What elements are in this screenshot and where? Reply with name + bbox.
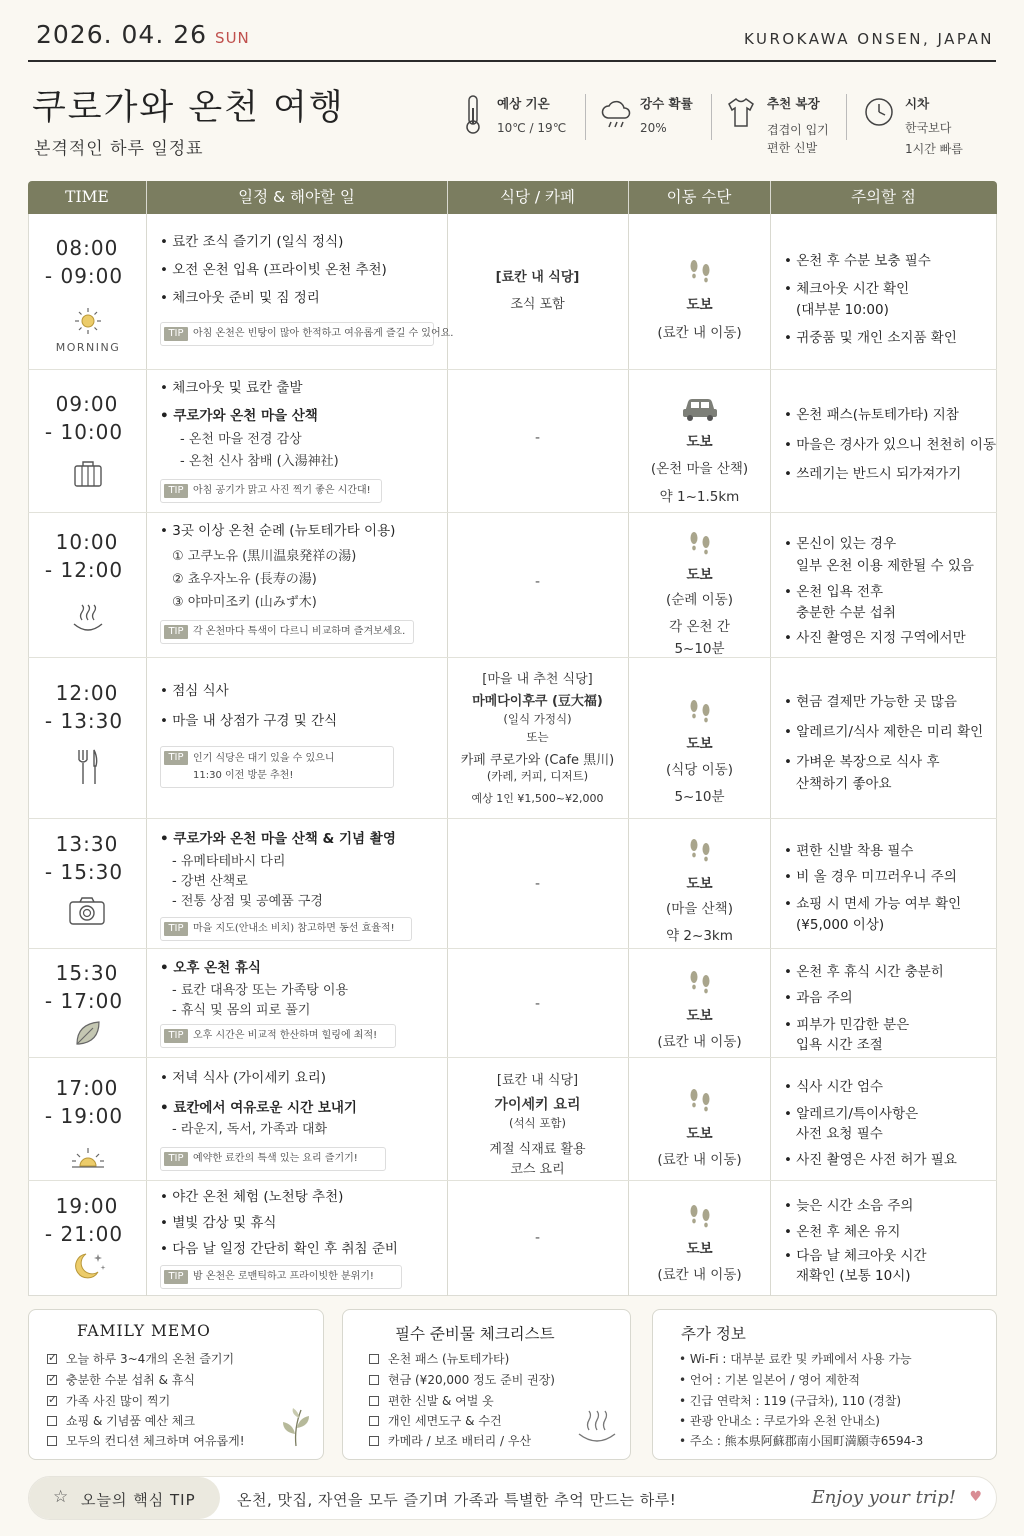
extra-info-item: • 언어 : 기본 일본어 / 영어 제한적 bbox=[679, 1373, 860, 1387]
tip-tag: TIP bbox=[164, 327, 188, 341]
car-icon bbox=[680, 394, 720, 422]
transport-info: 도보 (마을 산책) 약 2~3km bbox=[629, 836, 770, 944]
page-title: 쿠로가와 온천 여행 bbox=[32, 88, 345, 128]
schedule-table-header bbox=[28, 181, 997, 214]
hot-spring-icon bbox=[575, 1410, 619, 1446]
time-range: 17:00 - 19:00 bbox=[44, 1076, 124, 1128]
checklist-item[interactable]: 온천 패스 (뉴토테가타) bbox=[369, 1350, 509, 1367]
tip-tag: TIP bbox=[164, 625, 188, 639]
transport-info: 도보 (순례 이동) 각 온천 간 5~10분 bbox=[629, 529, 770, 657]
row-divider bbox=[28, 369, 997, 370]
column-header-time: TIME bbox=[65, 188, 109, 206]
star-icon: ☆ bbox=[53, 1487, 69, 1507]
restaurant-info: [료칸 내 식당] 조식 포함 bbox=[495, 270, 580, 312]
tip-box: TIP 아침 온천은 빈탕이 많아 한적하고 여유롭게 즐길 수 있어요. bbox=[160, 322, 434, 346]
info-temperature-label: 예상 기온 bbox=[497, 96, 550, 111]
info-rain bbox=[600, 94, 710, 158]
info-timezone-value: 1시간 빠름 bbox=[905, 142, 963, 156]
footprints-icon bbox=[680, 697, 720, 725]
page-subtitle: 본격적인 하루 일정표 bbox=[34, 139, 204, 159]
checkbox-checked[interactable] bbox=[47, 1375, 57, 1385]
transport-info: 도보 (온천 마을 산책) 약 1~1.5km bbox=[629, 394, 770, 505]
time-range: 19:00 - 21:00 bbox=[44, 1194, 124, 1246]
schedule-item: • 별빛 감상 및 휴식 bbox=[160, 1215, 277, 1231]
info-clothes-label: 추천 복장 bbox=[767, 96, 820, 111]
key-tip-label: 오늘의 핵심 TIP bbox=[81, 1491, 196, 1509]
tip-tag: TIP bbox=[164, 1029, 188, 1043]
transport-info: 도보 (료칸 내 이동) bbox=[629, 968, 770, 1050]
restaurant-empty: - bbox=[534, 996, 541, 1012]
schedule-subitem: ③ 야마미조키 (山みず木) bbox=[172, 595, 317, 610]
checkbox[interactable] bbox=[369, 1396, 379, 1406]
tip-box: TIP 마을 지도(안내소 비치) 참고하면 동선 효율적! bbox=[160, 917, 412, 941]
info-temperature-value: 10℃ / 19℃ bbox=[497, 121, 567, 135]
info-clothes bbox=[726, 94, 841, 158]
tip-box: TIP 밤 온천은 로맨틱하고 프라이빗한 분위기! bbox=[160, 1265, 402, 1289]
checkbox[interactable] bbox=[369, 1416, 379, 1426]
luggage-icon bbox=[73, 460, 103, 488]
checkbox-checked[interactable] bbox=[47, 1396, 57, 1406]
sun-icon bbox=[72, 306, 104, 336]
schedule-subitem: - 전통 상점 및 공예품 구경 bbox=[172, 894, 323, 909]
time-range: 13:30 - 15:30 bbox=[44, 832, 124, 884]
tip-tag: TIP bbox=[164, 484, 188, 498]
schedule-item: • 쿠로가와 온천 마을 산책 & 기념 촬영 bbox=[160, 831, 396, 847]
schedule-subitem: ① 고쿠노유 (黒川温泉発祥の湯) bbox=[172, 549, 357, 564]
schedule-item: • 오전 온천 입욕 (프라이빗 온천 추천) bbox=[160, 262, 387, 278]
tip-box: TIP 오후 시간은 비교적 한산하며 힐링에 최적! bbox=[160, 1024, 396, 1048]
key-tip-badge bbox=[29, 1477, 220, 1519]
morning-label: MORNING bbox=[55, 341, 121, 354]
memo-item[interactable]: ✓가족 사진 많이 찍기 bbox=[47, 1392, 170, 1409]
extra-info-title: 추가 정보 bbox=[681, 1325, 746, 1343]
schedule-subitem: - 온천 신사 참배 (入湯神社) bbox=[180, 454, 339, 469]
key-tip-bar bbox=[28, 1476, 997, 1520]
schedule-subitem: - 강변 산책로 bbox=[172, 874, 248, 889]
schedule-subitem: - 유메타테바시 다리 bbox=[172, 854, 286, 869]
checklist-item[interactable]: 현금 (¥20,000 정도 준비 권장) bbox=[369, 1371, 555, 1388]
tip-tag: TIP bbox=[164, 1152, 188, 1166]
info-timezone-value: 한국보다 bbox=[905, 121, 952, 135]
info-divider bbox=[585, 94, 586, 140]
info-clothes-value: 겹겹이 입기 bbox=[767, 123, 829, 137]
fork-knife-icon bbox=[76, 748, 100, 786]
tip-tag: TIP bbox=[164, 922, 188, 936]
row-divider bbox=[28, 512, 997, 513]
checklist-item[interactable]: 편한 신발 & 여벌 옷 bbox=[369, 1392, 494, 1409]
tip-box: TIP 아침 공기가 맑고 사진 찍기 좋은 시간대! bbox=[160, 479, 382, 503]
schedule-subitem: - 온천 마을 전경 감상 bbox=[180, 432, 302, 447]
schedule-item: • 오후 온천 휴식 bbox=[160, 960, 261, 976]
schedule-item: • 3곳 이상 온천 순례 (뉴토테가타 이용) bbox=[160, 523, 396, 539]
sunset-icon bbox=[68, 1146, 108, 1172]
schedule-subitem: - 휴식 및 몸의 피로 풀기 bbox=[172, 1003, 311, 1018]
row-divider bbox=[28, 1180, 997, 1181]
column-header-restaurant: 식당 / 카페 bbox=[500, 188, 575, 206]
schedule-item: • 료칸 조식 즐기기 (일식 정식) bbox=[160, 234, 344, 250]
row-divider bbox=[28, 818, 997, 819]
info-rain-value: 20% bbox=[640, 121, 667, 135]
tip-box: TIP 예약한 료칸의 특색 있는 요리 즐기기! bbox=[160, 1147, 386, 1171]
schedule-subitem: - 라운지, 독서, 가족과 대화 bbox=[172, 1122, 328, 1137]
day-of-week: SUN bbox=[215, 29, 250, 47]
schedule-item: • 료칸에서 여유로운 시간 보내기 bbox=[160, 1100, 357, 1116]
extra-info bbox=[652, 1309, 997, 1460]
camera-icon bbox=[68, 896, 106, 926]
checkbox[interactable] bbox=[47, 1436, 57, 1446]
memo-item[interactable]: ✓오늘 하루 3~4개의 온천 즐기기 bbox=[47, 1350, 234, 1367]
column-header-notes: 주의할 점 bbox=[851, 188, 916, 206]
checkbox[interactable] bbox=[369, 1375, 379, 1385]
info-divider bbox=[711, 94, 712, 140]
info-divider bbox=[846, 94, 847, 140]
schedule-subitem: - 료칸 대욕장 또는 가족탕 이용 bbox=[172, 983, 349, 998]
tip-tag: TIP bbox=[164, 751, 188, 765]
leaf-icon bbox=[73, 1018, 103, 1048]
footprints-icon bbox=[680, 968, 720, 996]
schedule-item: • 체크아웃 및 료칸 출발 bbox=[160, 380, 303, 396]
column-header-schedule: 일정 & 해야할 일 bbox=[238, 188, 355, 206]
memo-item[interactable]: 쇼핑 & 기념품 예산 체크 bbox=[47, 1412, 195, 1429]
time-range: 10:00 - 12:00 bbox=[44, 530, 124, 582]
thermometer-icon bbox=[462, 94, 484, 136]
info-rain-label: 강수 확률 bbox=[640, 96, 693, 111]
time-range: 12:00 - 13:30 bbox=[44, 681, 124, 733]
hot-spring-icon bbox=[70, 604, 106, 634]
restaurant-empty: - bbox=[534, 1230, 541, 1246]
info-temperature bbox=[462, 94, 592, 158]
shirt-icon bbox=[726, 96, 756, 130]
extra-info-item: • Wi-Fi : 대부분 료칸 및 카페에서 사용 가능 bbox=[679, 1352, 912, 1366]
rain-cloud-icon bbox=[600, 98, 634, 132]
restaurant-info: [마을 내 추천 식당] 마메다이후쿠 (豆大福) (일식 가정식) 또는 카페 쿠로가와 (Cafe 黒川) (카레, 커피, 디저트) 예상 1인 ¥1,500~¥2,000 bbox=[460, 672, 615, 805]
row-divider bbox=[28, 657, 997, 658]
checkbox[interactable] bbox=[47, 1416, 57, 1426]
footprints-icon bbox=[680, 836, 720, 864]
restaurant-empty: - bbox=[534, 430, 541, 446]
checkbox[interactable] bbox=[369, 1354, 379, 1364]
transport-info: 도보 (료칸 내 이동) bbox=[629, 1202, 770, 1283]
transport-info: 도보 (식당 이동) 5~10분 bbox=[629, 697, 770, 805]
checklist-item[interactable]: 개인 세면도구 & 수건 bbox=[369, 1412, 502, 1429]
header-divider bbox=[28, 60, 996, 62]
memo-item[interactable]: ✓충분한 수분 섭취 & 휴식 bbox=[47, 1371, 195, 1388]
footprints-icon bbox=[680, 529, 720, 557]
tip-box: TIP 각 온천마다 특색이 다르니 비교하며 즐겨보세요. bbox=[160, 620, 414, 644]
schedule-item: • 야간 온천 체험 (노천탕 추천) bbox=[160, 1189, 344, 1205]
moon-icon bbox=[70, 1250, 108, 1282]
location: KUROKAWA ONSEN, JAPAN bbox=[744, 30, 994, 48]
checklist-title: 필수 준비물 체크리스트 bbox=[395, 1325, 555, 1343]
schedule-item: • 저녁 식사 (가이세키 요리) bbox=[160, 1070, 327, 1086]
info-clothes-value: 편한 신발 bbox=[767, 141, 818, 155]
checkbox[interactable] bbox=[369, 1436, 379, 1446]
restaurant-info: [료칸 내 식당] 가이세키 요리 (석식 포함) 계절 식재료 활용 코스 요리 bbox=[489, 1073, 586, 1177]
plant-icon bbox=[279, 1406, 313, 1448]
info-timezone bbox=[863, 94, 973, 158]
checklist-item[interactable]: 카메라 / 보조 배터리 / 우산 bbox=[369, 1432, 531, 1449]
schedule-item: • 체크아웃 준비 및 짐 정리 bbox=[160, 290, 320, 306]
time-range: 15:30 - 17:00 bbox=[44, 961, 124, 1013]
restaurant-empty: - bbox=[534, 876, 541, 892]
time-range: 08:00 - 09:00 bbox=[44, 236, 124, 288]
footprints-icon bbox=[680, 1202, 720, 1230]
column-divider bbox=[770, 181, 771, 1296]
schedule-item: • 다음 날 일정 간단히 확인 후 취침 준비 bbox=[160, 1241, 398, 1257]
memo-item[interactable]: 모두의 컨디션 체크하며 여유롭게! bbox=[47, 1432, 245, 1449]
restaurant-empty: - bbox=[534, 574, 541, 590]
schedule-item: • 쿠로가와 온천 마을 산책 bbox=[160, 408, 318, 424]
signature-text: Enjoy your trip! bbox=[811, 1487, 956, 1508]
transport-info: 도보 (료칸 내 이동) bbox=[629, 257, 770, 341]
info-timezone-label: 시차 bbox=[905, 96, 930, 111]
date: 2026. 04. 26 SUN bbox=[36, 20, 250, 49]
footprints-icon bbox=[680, 257, 720, 285]
column-header-transport: 이동 수단 bbox=[666, 188, 732, 206]
family-memo bbox=[28, 1309, 324, 1460]
extra-info-item: • 관광 안내소 : 쿠로가와 온천 안내소) bbox=[679, 1414, 880, 1428]
time-range: 09:00 - 10:00 bbox=[44, 392, 124, 444]
transport-info: 도보 (료칸 내 이동) bbox=[629, 1086, 770, 1168]
row-divider bbox=[28, 1057, 997, 1058]
row-divider bbox=[28, 948, 997, 949]
tip-tag: TIP bbox=[164, 1270, 188, 1284]
heart-icon: ♥ bbox=[969, 1489, 982, 1505]
family-memo-title: FAMILY MEMO bbox=[77, 1322, 211, 1340]
key-tip-text: 온천, 맛집, 자연을 모두 즐기며 가족과 특별한 추억 만드는 하루! bbox=[237, 1491, 677, 1509]
extra-info-item: • 긴급 연락처 : 119 (구급차), 110 (경찰) bbox=[679, 1394, 902, 1408]
tip-box: TIP 인기 식당은 대기 있을 수 있으니 11:30 이전 방문 추천! bbox=[160, 746, 394, 788]
schedule-item: • 점심 식사 bbox=[160, 683, 229, 699]
checklist bbox=[342, 1309, 631, 1460]
checkbox-checked[interactable] bbox=[47, 1354, 57, 1364]
footprints-icon bbox=[680, 1086, 720, 1114]
schedule-item: • 마을 내 상점가 구경 및 간식 bbox=[160, 713, 338, 729]
schedule-subitem: ② 쵸우자노유 (長寿の湯) bbox=[172, 572, 317, 587]
clock-icon bbox=[863, 96, 895, 128]
extra-info-item: • 주소 : 熊本県阿蘇郡南小国町満願寺6594-3 bbox=[679, 1434, 924, 1448]
